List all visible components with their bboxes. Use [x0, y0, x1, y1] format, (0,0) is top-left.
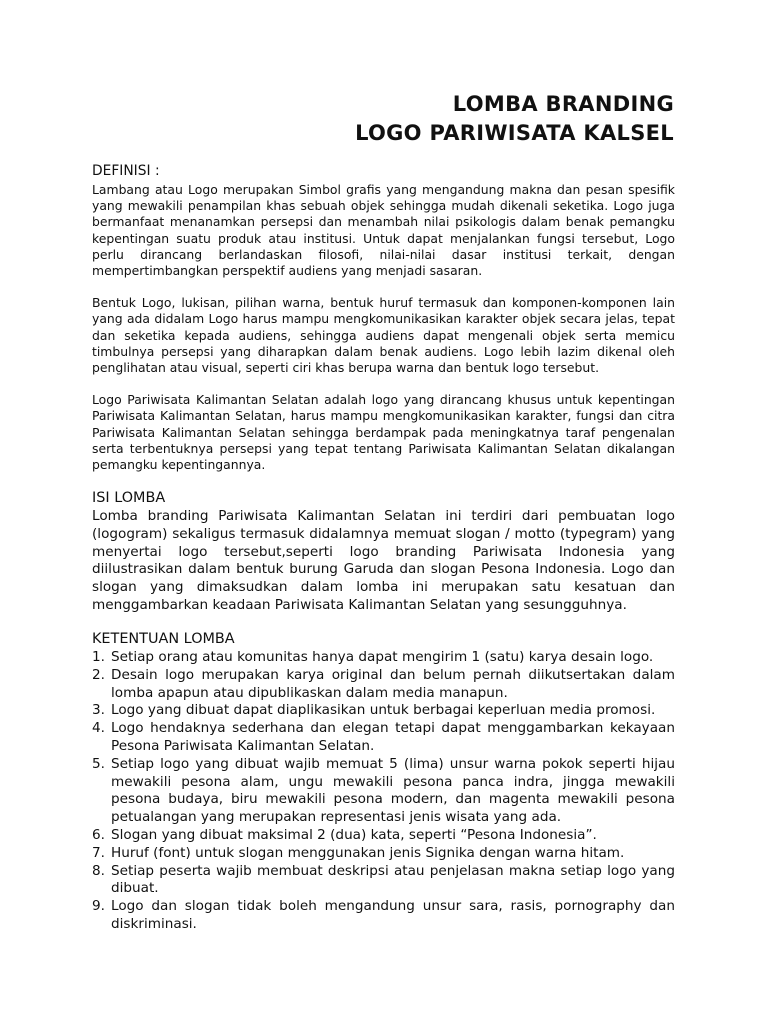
list-item-number: 3. — [92, 702, 105, 719]
definisi-paragraph-1: Lambang atau Logo merupakan Simbol grafis yang mengandung makna dan pesan spesifik yang mewakili penampilan khas sebuah objek sehingga mudah dikenali seketika. Logo juga bermanfaat menanamkan persepsi dan menambah nilai psikologis dalam benak pemangku kepentingan suatu produk atau institusi. Untuk dapat menjalankan fungsi tersebut, Logo perlu dirancang berlandaskan filosofi, nilai-nilai dasar institusi terkait, dengan mempertimbangkan perspektif audiens yang menjadi sasaran. — [92, 182, 675, 279]
list-item-number: 5. — [92, 755, 105, 772]
isi-lomba-paragraph: Lomba branding Pariwisata Kalimantan Selatan ini terdiri dari pembuatan logo (logogram) sekaligus termasuk didalamnya memuat slogan / motto (typegram) yang menyertai logo tersebut,seperti logo branding Pariwisata Indonesia yang diilustrasikan dalam bentuk burung Garuda dan slogan Pesona Indonesia. Logo dan slogan yang dimaksudkan dalam lomba ini merupakan satu kesatuan dan menggambarkan keadaan Pariwisata Kalimantan Selatan yang sesungguhnya. — [92, 508, 675, 613]
list-item — [92, 702, 675, 720]
list-item-number: 4. — [92, 720, 105, 737]
definisi-paragraph-3: Logo Pariwisata Kalimantan Selatan adalah logo yang dirancang khusus untuk kepentingan Pariwisata Kalimantan Selatan, harus mampu mengkomunikasikan karakter, fungsi dan citra Pariwisata Kalimantan Selatan sehingga berdampak pada meningkatnya taraf pengenalan serta terbentuknya persepsi yang tepat tentang Pariwisata Kalimantan Selatan dikalangan pemangku kepentingannya. — [92, 392, 675, 473]
definisi-heading: DEFINISI : — [92, 163, 160, 179]
list-item — [92, 827, 675, 845]
list-item — [92, 898, 675, 934]
list-item-text: Slogan yang dibuat maksimal 2 (dua) kata, seperti “Pesona Indonesia”. — [111, 826, 597, 843]
list-item — [92, 720, 675, 756]
ketentuan-list — [92, 649, 675, 934]
list-item-number: 1. — [92, 649, 105, 665]
isi-lomba-heading: ISI LOMBA — [92, 490, 166, 506]
document-title-line-2: LOGO PARIWISATA KALSEL — [355, 121, 674, 145]
list-item — [92, 756, 675, 827]
list-item-number: 6. — [92, 826, 105, 843]
ketentuan-section — [92, 630, 675, 934]
list-item-number: 2. — [92, 666, 105, 683]
list-item-number: 9. — [92, 898, 105, 915]
definisi-paragraph-2: Bentuk Logo, lukisan, pilihan warna, bentuk huruf termasuk dan komponen-komponen lain yang ada didalam Logo harus mampu mengkomunikasikan karakter objek secara jelas, tepat dan seketika kepada audiens, sehingga audiens dapat mengenali objek serta memicu timbulnya persepsi yang diharapkan dalam benak audiens. Logo lebih lazim dikenal oleh penglihatan atau visual, seperti ciri khas berupa warna dan bentuk logo tersebut. — [92, 295, 675, 376]
document-title-line-1: LOMBA BRANDING — [452, 92, 674, 116]
list-item-text: Logo hendaknya sederhana dan elegan tetapi dapat menggambarkan kekayaan Pesona Pariwisata Kalimantan Selatan. — [111, 720, 675, 754]
definisi-section — [92, 163, 675, 473]
list-item — [92, 845, 675, 863]
list-item-text: Setiap orang atau komunitas hanya dapat mengirim 1 (satu) karya desain logo. — [111, 649, 654, 665]
list-item — [92, 667, 675, 703]
list-item-text: Setiap peserta wajib membuat deskripsi atau penjelasan makna setiap logo yang dibuat. — [111, 862, 675, 897]
isi-lomba-section — [92, 489, 675, 615]
list-item-number: 8. — [92, 862, 105, 879]
list-item — [92, 863, 675, 899]
list-item-text: Logo dan slogan tidak boleh mengandung unsur sara, rasis, pornography dan diskriminasi. — [111, 898, 675, 932]
ketentuan-heading: KETENTUAN LOMBA — [92, 631, 235, 647]
list-item-text: Huruf (font) untuk slogan menggunakan jenis Signika dengan warna hitam. — [111, 844, 625, 861]
list-item-text: Desain logo merupakan karya original dan belum pernah diikutsertakan dalam lomba apapun atau dipublikaskan dalam media manapun. — [111, 666, 675, 701]
list-item-text: Logo yang dibuat dapat diaplikasikan untuk berbagai keperluan media promosi. — [111, 702, 656, 719]
list-item — [92, 649, 675, 667]
list-item-number: 7. — [92, 844, 105, 861]
list-item-text: Setiap logo yang dibuat wajib memuat 5 (lima) unsur warna pokok seperti hijau mewakili pesona alam, ungu mewakili pesona panca indra, jingga mewakili pesona budaya, biru mewakili pesona modern, dan magenta mewakili pesona petualangan yang merupakan representasi jenis wisata yang ada. — [111, 755, 675, 826]
